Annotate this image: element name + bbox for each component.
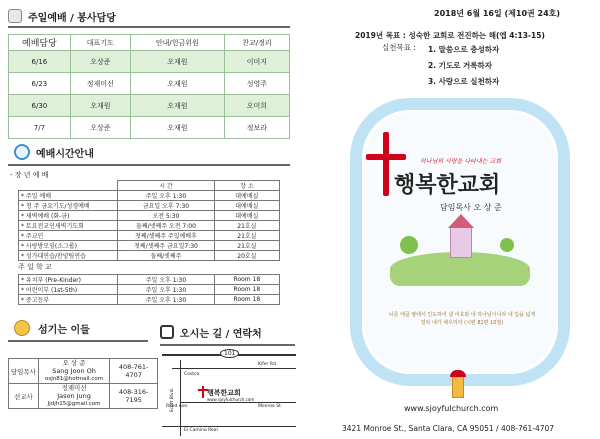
duty-head: 예배담당 bbox=[9, 35, 71, 51]
table-row bbox=[19, 251, 280, 261]
table-row bbox=[19, 241, 280, 251]
reed-label: Reed Ave. bbox=[166, 404, 189, 409]
duty-cell: 오재원 bbox=[130, 117, 224, 139]
sched-cell: * 주교인 bbox=[19, 231, 118, 241]
table-row bbox=[19, 191, 280, 201]
duty-divider bbox=[8, 26, 290, 28]
duty-cell: 오상준 bbox=[70, 117, 130, 139]
sched-head: 시 간 bbox=[118, 181, 215, 191]
sched-cell: 21호실 bbox=[214, 221, 279, 231]
worship-icon bbox=[8, 9, 22, 23]
theme-line bbox=[355, 30, 545, 41]
slogan: 하나님의 사랑을 나타내는 교회 bbox=[420, 158, 502, 165]
sched-cell: * 성가대연습/찬양팀연습 bbox=[19, 251, 118, 261]
school-table-wrap bbox=[18, 274, 280, 305]
school-label: 주 일 학 교 bbox=[18, 263, 52, 271]
staff-name-en: Sang Joon Oh bbox=[52, 366, 96, 375]
monroe-label: Monroe St. bbox=[258, 404, 283, 409]
kifer-road bbox=[172, 368, 296, 369]
staff-name-ko: 정재미선 bbox=[61, 384, 87, 393]
sched-cell: 둘째/넷째주 오전 7:00 bbox=[118, 221, 215, 231]
duty-cell: 오상준 bbox=[70, 51, 130, 73]
sched-cell: Room 18 bbox=[214, 275, 279, 285]
sched-cell: 21호실 bbox=[214, 231, 279, 241]
schedule-divider bbox=[8, 164, 290, 166]
staff-divider bbox=[8, 340, 148, 342]
table-row bbox=[9, 73, 290, 95]
duty-cell: 오재원 bbox=[130, 73, 224, 95]
duty-cell: 6/30 bbox=[9, 95, 71, 117]
duty-cell: 6/16 bbox=[9, 51, 71, 73]
table-row bbox=[9, 51, 290, 73]
scott-road bbox=[180, 360, 181, 436]
sched-cell: * 중고등부 bbox=[19, 295, 118, 305]
staff-phone: 408-316-7195 bbox=[110, 384, 158, 409]
school-schedule-table bbox=[18, 274, 280, 305]
duty-table bbox=[8, 34, 290, 139]
adult-table-wrap bbox=[18, 180, 280, 261]
staff-table-wrap bbox=[8, 358, 158, 409]
adult-schedule-table bbox=[18, 180, 280, 261]
church-url[interactable]: www.sjoyfulchurch.com bbox=[404, 404, 499, 413]
table-row bbox=[9, 384, 158, 409]
sched-cell: 주일 오후 1:30 bbox=[118, 191, 215, 201]
sched-cell: * 주일 예배 bbox=[19, 191, 118, 201]
staff-table bbox=[8, 358, 158, 409]
staff-role: 담임목사 bbox=[9, 359, 39, 384]
staff-email[interactable]: osjn81@hotmail.com bbox=[45, 375, 104, 382]
staff-title: 섬기는 이들 bbox=[38, 324, 90, 336]
sched-cell: 대예배실 bbox=[214, 191, 279, 201]
table-row bbox=[9, 359, 158, 384]
staff-name-ko: 오 상 준 bbox=[62, 359, 86, 367]
sched-cell: 둘째/셋째주 bbox=[118, 251, 215, 261]
hwy-101-sign: 101 bbox=[220, 349, 239, 358]
tree-illustration bbox=[400, 236, 418, 254]
duty-head: 대표기도 bbox=[70, 35, 130, 51]
table-row bbox=[19, 201, 280, 211]
goals-list bbox=[428, 42, 499, 90]
kifer-label: Kifer Rd. bbox=[258, 362, 278, 367]
goals-label: 실천목표 : bbox=[382, 43, 416, 52]
lighthouse-icon bbox=[452, 376, 464, 398]
goal-item: 3. 사랑으로 실천하자 bbox=[428, 77, 500, 86]
table-row bbox=[19, 295, 280, 305]
sched-cell: 첫째/셋째주 금요일7:30 bbox=[118, 241, 215, 251]
duty-head: 찬교/정리 bbox=[224, 35, 289, 51]
duty-table-wrap bbox=[8, 34, 290, 139]
lighthouse-top-icon bbox=[450, 370, 466, 377]
staff-header bbox=[14, 318, 154, 338]
church-address: 3421 Monroe St., Santa Clara, CA 95051 / 408-761-4707 bbox=[342, 424, 555, 433]
duty-cell: 7/7 bbox=[9, 117, 71, 139]
clock-icon bbox=[14, 144, 30, 160]
duty-head: 안내/헌금위원 bbox=[130, 35, 224, 51]
church-marker-icon bbox=[202, 386, 204, 398]
sched-cell: 주일 오후 1:30 bbox=[118, 275, 215, 285]
table-row bbox=[9, 95, 290, 117]
church-title: 행복한교회 bbox=[394, 173, 501, 198]
theme-text: 성숙한 교회로 전진하는 해(엡 4:13-15) bbox=[408, 31, 545, 40]
adult-label: - 장 년 예 배 bbox=[10, 171, 49, 179]
duty-cell: 오재원 bbox=[130, 95, 224, 117]
table-row bbox=[9, 117, 290, 139]
duty-cell: 오재원 bbox=[70, 95, 130, 117]
duty-cell: 정재미선 bbox=[70, 73, 130, 95]
scott-label: Scott Blvd. bbox=[170, 388, 175, 413]
sched-cell: 주일 오후 1:30 bbox=[118, 285, 215, 295]
duty-cell: 이미지 bbox=[224, 51, 289, 73]
sched-cell: 오전 5:30 bbox=[118, 211, 215, 221]
sched-cell: * 사랑방모임(소그룹) bbox=[19, 241, 118, 251]
duty-cell: 정보라 bbox=[224, 117, 289, 139]
sched-cell: * 청 주 금요기도/성경예배 bbox=[19, 201, 118, 211]
costco-label: Costco bbox=[184, 372, 200, 377]
sched-cell: 첫째/셋째주 주일예배후 bbox=[118, 231, 215, 241]
duty-cell: 6/23 bbox=[9, 73, 71, 95]
sched-cell: 금요일 오후 7:30 bbox=[118, 201, 215, 211]
map-header bbox=[160, 322, 300, 342]
elcamino-road bbox=[162, 426, 296, 427]
sched-cell: 주일 오후 1:30 bbox=[118, 295, 215, 305]
duty-cell: 오재원 bbox=[130, 51, 224, 73]
elcamino-label: El Camino Real bbox=[184, 428, 218, 433]
sched-cell: * 새벽예배 (화-금) bbox=[19, 211, 118, 221]
staff-email[interactable]: Jjdjh15@gmail.com bbox=[47, 400, 101, 407]
goal-item: 2. 기도로 거룩하자 bbox=[428, 61, 493, 70]
sched-cell: 20호실 bbox=[214, 251, 279, 261]
phone-icon bbox=[160, 325, 174, 339]
duty-cell: 오미희 bbox=[224, 95, 289, 117]
tree-illustration bbox=[500, 238, 514, 252]
map bbox=[162, 348, 296, 436]
duty-header bbox=[8, 6, 158, 26]
roof-illustration bbox=[448, 214, 474, 228]
bulletin-date: 2018년 6월 16일 (제10권 24호) bbox=[434, 9, 561, 18]
map-church-site: www.sjoyfulchurch.com bbox=[207, 397, 255, 402]
table-row bbox=[19, 275, 280, 285]
schedule-header bbox=[14, 142, 174, 162]
staff-role: 선교사 bbox=[9, 384, 39, 409]
map-title: 오시는 길 / 연락처 bbox=[180, 328, 262, 340]
goal-item: 1. 말씀으로 충성하자 bbox=[428, 45, 500, 54]
house-illustration bbox=[450, 226, 472, 258]
sched-cell: * 어린이부 (1st-5th) bbox=[19, 285, 118, 295]
bible-verse: 너를 애굽 땅에서 인도하여 낸 여호와 네 하나님이니라 네 입을 넓게 열라 내가 채우리라 (시편 81편 10절) bbox=[388, 312, 536, 326]
sched-cell: * 토요전교인새벽기도회 bbox=[19, 221, 118, 231]
sched-head bbox=[19, 181, 118, 191]
staff-name-en: Jason Jung bbox=[57, 391, 91, 400]
monroe-road bbox=[180, 402, 296, 403]
table-row bbox=[19, 221, 280, 231]
pastor-line: 담임목사 오 상 준 bbox=[440, 203, 502, 212]
table-row bbox=[19, 231, 280, 241]
staff-phone: 408-761-4707 bbox=[110, 359, 158, 384]
theme-label: 2019년 목표 : bbox=[355, 31, 406, 40]
duty-cell: 성영주 bbox=[224, 73, 289, 95]
sched-cell: Room 18 bbox=[214, 295, 279, 305]
sched-cell: Room 18 bbox=[214, 285, 279, 295]
sched-head: 장 소 bbox=[214, 181, 279, 191]
sched-cell: 21호실 bbox=[214, 241, 279, 251]
sched-cell: 대예배실 bbox=[214, 201, 279, 211]
schedule-title: 예배시간안내 bbox=[36, 148, 94, 160]
map-divider bbox=[160, 344, 295, 346]
sched-cell: 대예배실 bbox=[214, 211, 279, 221]
map-church-name: 행복한교회 bbox=[207, 389, 241, 397]
sched-cell: * 유치부 (Pre-Kinder) bbox=[19, 275, 118, 285]
cross-arm-icon bbox=[366, 154, 406, 160]
table-row bbox=[19, 211, 280, 221]
cross-icon bbox=[383, 132, 389, 196]
duty-title: 주일예배 / 봉사담당 bbox=[28, 12, 116, 24]
people-icon bbox=[14, 320, 30, 336]
table-row bbox=[19, 285, 280, 295]
